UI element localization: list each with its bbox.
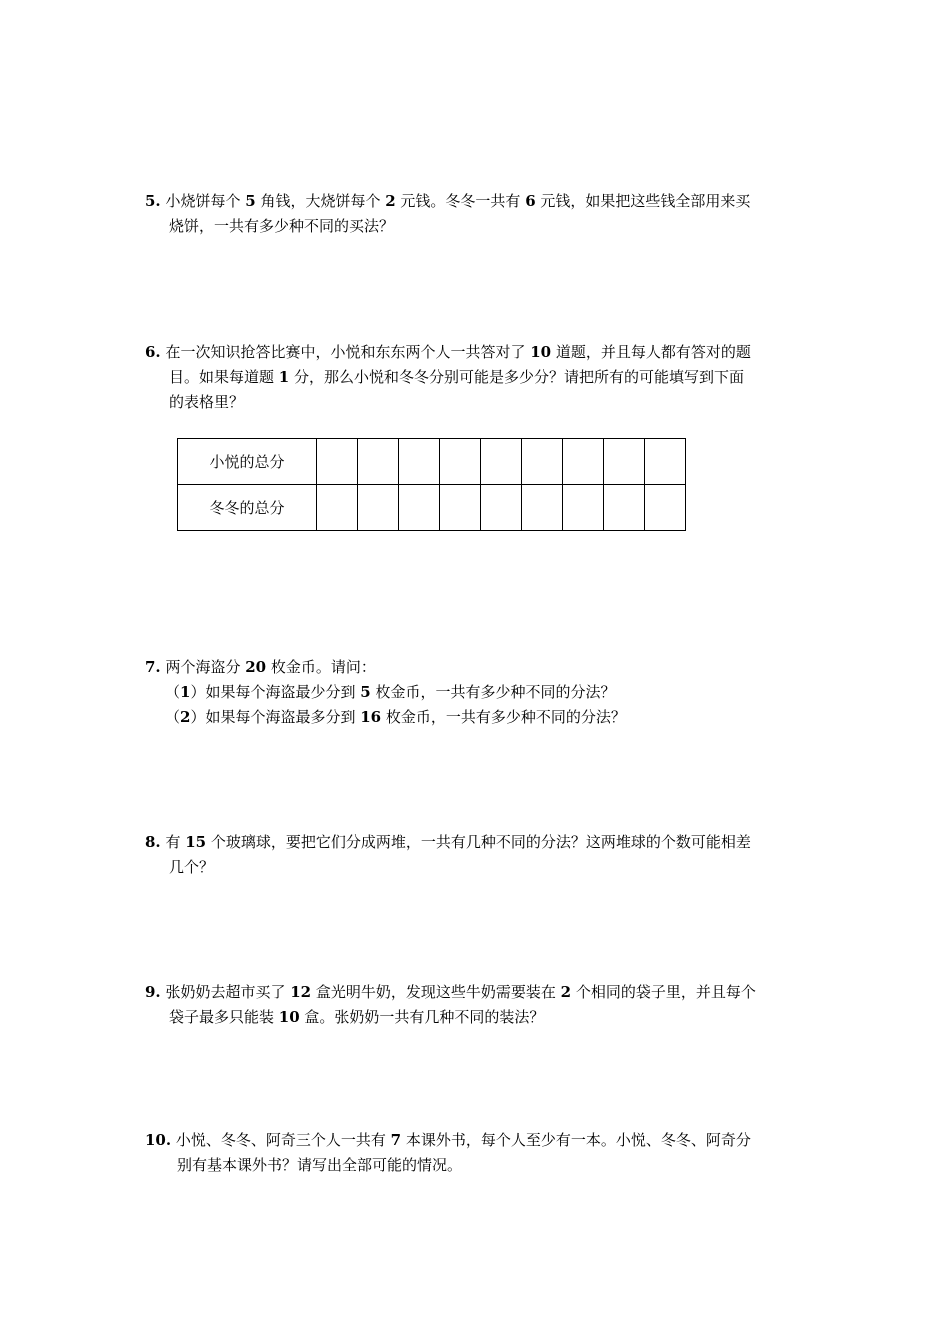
score-cell[interactable]: [604, 439, 645, 485]
table-row: [178, 485, 686, 531]
score-cell[interactable]: [481, 439, 522, 485]
question-5-line-1: 5. 小烧饼每个 5 角钱，大烧饼每个 2 元钱。冬冬一共有 6 元钱，如果把这些钱全部用来买: [145, 192, 751, 210]
score-cell[interactable]: [317, 485, 358, 531]
question-number: 6.: [145, 343, 161, 361]
question-5: [145, 189, 815, 239]
question-6: [145, 340, 815, 415]
question-number: 7.: [145, 658, 161, 676]
score-cell[interactable]: [563, 439, 604, 485]
score-cell[interactable]: [481, 485, 522, 531]
score-cell[interactable]: [522, 439, 563, 485]
question-6-line-2: 目。如果每道题 1 分，那么小悦和冬冬分别可能是多少分？请把所有的可能填写到下面: [169, 368, 744, 386]
question-6-line-3: 的表格里？: [169, 393, 245, 411]
question-7-part-2: （2）如果每个海盗最多分到 16 枚金币，一共有多少种不同的分法？: [165, 708, 626, 726]
question-7: [145, 655, 815, 730]
score-cell[interactable]: [440, 485, 481, 531]
question-8: [145, 830, 815, 880]
row-label-dongdong: 冬冬的总分: [178, 485, 317, 531]
question-10-line-1: 10. 小悦、冬冬、阿奇三个人一共有 7 本课外书，每个人至少有一本。小悦、冬冬、阿奇分: [145, 1131, 751, 1149]
question-number: 5.: [145, 192, 161, 210]
question-9-line-2: 袋子最多只能装 10 盒。张奶奶一共有几种不同的装法？: [169, 1008, 545, 1026]
row-label-xiaoyue: 小悦的总分: [178, 439, 317, 485]
question-7-line-1: 7. 两个海盗分 20 枚金币。请问：: [145, 658, 376, 676]
score-cell[interactable]: [645, 439, 686, 485]
score-cell[interactable]: [440, 439, 481, 485]
question-7-part-1: （1）如果每个海盗最少分到 5 枚金币，一共有多少种不同的分法？: [165, 683, 616, 701]
score-cell[interactable]: [358, 439, 399, 485]
question-10: [145, 1128, 815, 1178]
score-cell[interactable]: [522, 485, 563, 531]
table-row: [178, 439, 686, 485]
question-5-line-2: 烧饼，一共有多少种不同的买法？: [169, 217, 395, 235]
score-cell[interactable]: [399, 439, 440, 485]
question-8-line-2: 几个？: [169, 858, 215, 876]
question-number: 9.: [145, 983, 161, 1001]
question-9: [145, 980, 815, 1030]
score-cell[interactable]: [358, 485, 399, 531]
question-10-line-2: 别有基本课外书？请写出全部可能的情况。: [177, 1156, 463, 1174]
question-6-line-1: 6. 在一次知识抢答比赛中，小悦和东东两个人一共答对了 10 道题，并且每人都有答对的题: [145, 343, 751, 361]
score-cell[interactable]: [645, 485, 686, 531]
score-cell[interactable]: [317, 439, 358, 485]
score-table: [177, 438, 686, 531]
score-cell[interactable]: [399, 485, 440, 531]
question-8-line-1: 8. 有 15 个玻璃球，要把它们分成两堆，一共有几种不同的分法？这两堆球的个数可能相差: [145, 833, 751, 851]
score-cell[interactable]: [604, 485, 645, 531]
question-9-line-1: 9. 张奶奶去超市买了 12 盒光明牛奶，发现这些牛奶需要装在 2 个相同的袋子里，并且每个: [145, 983, 756, 1001]
question-number: 10.: [145, 1131, 172, 1149]
question-number: 8.: [145, 833, 161, 851]
score-cell[interactable]: [563, 485, 604, 531]
